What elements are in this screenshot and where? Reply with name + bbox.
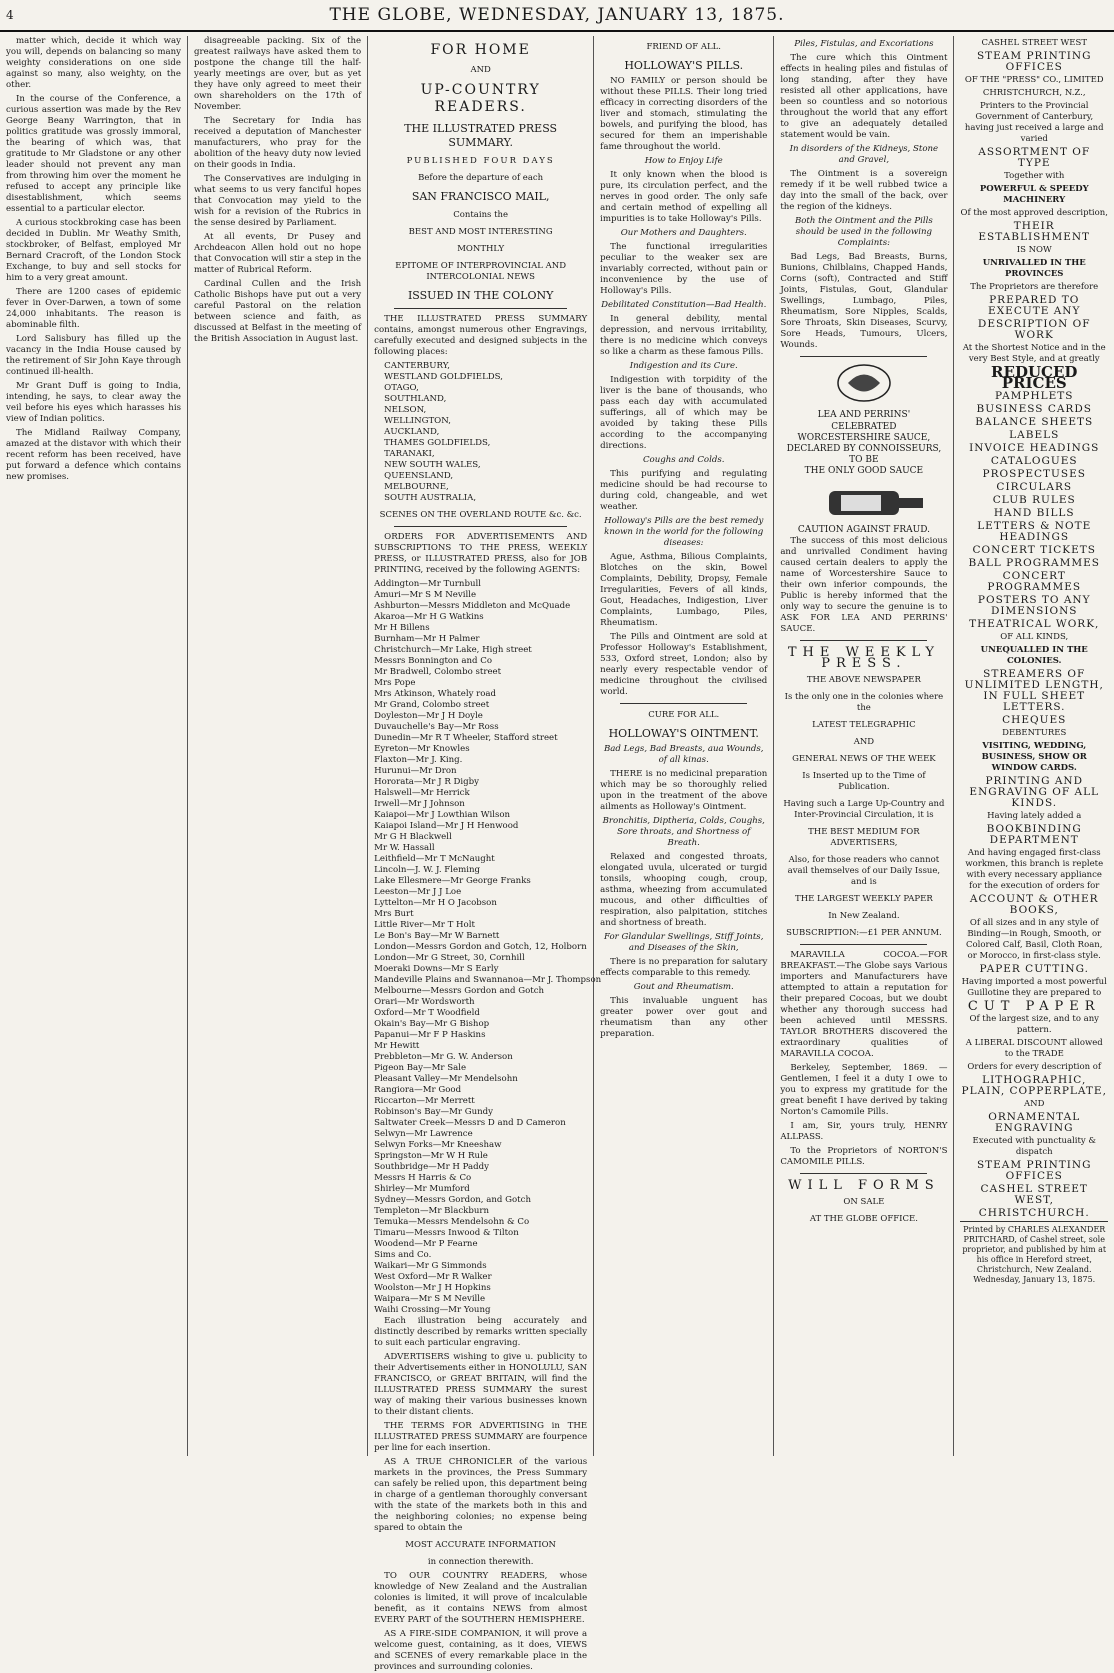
cashel-west: CASHEL STREET WEST, xyxy=(980,1183,1088,1206)
col2-india: The Secretary for India has received a deputation of Manchester manufacturers, who pray for the abolition of the heavy duty now levied on their goods in India. xyxy=(194,116,362,170)
paper-cutting: PAPER CUTTING. xyxy=(979,963,1089,975)
place-item: AUCKLAND, xyxy=(384,427,440,437)
epitome: EPITOME OF INTERPROVINCIAL AND INTERCOLONIAL NEWS xyxy=(395,261,567,282)
piles: The cure which this Ointment effects in healing piles and fistulas of long standing, after they have resisted all other applications, have been so countless and so notorious throughout the world that any effort to give an adequately detailed statement would be vain. xyxy=(780,53,948,140)
advertisers: ADVERTISERS wishing to give u. publicity to their Advertisements either in HONOLULU, SAN FRANCISCO, or GREAT BRITAIN, will find the ILLUSTRATED PRESS SUMMARY the surest way of making their various businesses known to their distant clients. xyxy=(374,1352,588,1417)
agent-item: Shirley—Mr Mumford xyxy=(374,1184,470,1194)
agent-item: Hororata—Mr J R Digby xyxy=(374,777,480,787)
account: ACCOUNT & OTHER BOOKS, xyxy=(969,893,1099,916)
col1-opening: matter which, decide it which way you will, depends on balancing so many weighty considerations on one side against so many, also weighty, on the other. xyxy=(6,36,181,90)
powerful: POWERFUL & SPEEDY MACHINERY xyxy=(979,184,1089,205)
orders-for: Orders for every description of xyxy=(967,1062,1102,1072)
at-globe: AT THE GLOBE OFFICE. xyxy=(809,1214,918,1224)
gout: This invaluable unguent has greater power over gout and rheumatism than any other preparation. xyxy=(600,996,768,1039)
lp-declared: DECLARED BY CONNOISSEURS, xyxy=(786,444,942,454)
proprietors: The Proprietors are therefore xyxy=(970,282,1099,292)
h-bronch: Bronchitis, Diptheria, Colds, Coughs, Sore throats, and Shortness of Breath. xyxy=(602,816,765,848)
bookbinding: BOOKBINDING DEPARTMENT xyxy=(986,823,1082,846)
column-5 xyxy=(954,36,1114,1456)
place-item: TARANAKI, xyxy=(384,449,435,459)
place-item: QUEENSLAND, xyxy=(384,471,454,481)
best-medium: THE BEST MEDIUM FOR ADVERTISERS, xyxy=(808,827,920,848)
h-known: Holloway's Pills are the best remedy known in the world for the following diseases: xyxy=(604,516,764,548)
place-item: SOUTHLAND, xyxy=(384,394,447,404)
columns xyxy=(0,36,1114,1672)
col2-opening: disagreeable packing. Six of the greatest railways have asked them to postpone the change till the half-yearly meetings are over, but as yet they have only agreed to meet their own shareholders on the 17th of November. xyxy=(194,36,362,112)
ointment-title: HOLLOWAY'S OINTMENT. xyxy=(608,727,759,740)
place-item: NELSON, xyxy=(384,405,427,415)
divider xyxy=(394,308,567,309)
agent-item: Eyreton—Mr Knowles xyxy=(374,744,470,754)
place-item: CANTERBURY, xyxy=(384,361,450,371)
print-item: CONCERT TICKETS xyxy=(972,544,1096,556)
of-the: OF THE "PRESS" CO., LIMITED xyxy=(964,75,1104,85)
upcountry-heading: UP-COUNTRY READERS. xyxy=(420,82,541,115)
agent-item: Mr Grand, Colombo street xyxy=(374,700,490,710)
enjoy: It only known when the blood is pure, its circulation perfect, and the nerves in good order. The only safe and certain method of expelling all impurities is to take Holloway's Pills. xyxy=(600,170,768,224)
agent-item: Ashburton—Messrs Middleton and McQuade xyxy=(374,601,571,611)
ips-title: THE ILLUSTRATED PRESS SUMMARY. xyxy=(404,122,558,149)
and: AND xyxy=(853,737,875,747)
print-item: POSTERS TO ANY DIMENSIONS xyxy=(977,594,1091,617)
signed: I am, Sir, yours truly, HENRY ALLPASS. xyxy=(780,1121,948,1142)
prepared: PREPARED TO EXECUTE ANY xyxy=(988,294,1081,317)
christchurch: CHRISTCHURCH. xyxy=(978,1207,1090,1219)
to-props: To the Proprietors of NORTON'S CAMOMILE PILLS. xyxy=(780,1146,948,1167)
home-heading: FOR HOME xyxy=(430,42,531,58)
print-item: PROSPECTUSES xyxy=(982,468,1086,480)
col1-salisbury: Lord Salisbury has filled up the vacancy in the India House caused by the retirement of Sir John Kaye through continued ill-health. xyxy=(6,334,181,377)
agent-item: Kaiapoi Island—Mr J H Henwood xyxy=(374,821,519,831)
of-all-kinds: OF ALL KINDS, xyxy=(1000,632,1069,642)
scenes: SCENES ON THE OVERLAND ROUTE &c. &c. xyxy=(379,510,582,520)
column-4 xyxy=(594,36,774,1456)
h-kidney: In disorders of the Kidneys, Stone and Gravel, xyxy=(789,144,939,165)
lp-title: LEA AND PERRINS' xyxy=(817,410,911,420)
h-debil: Debilitated Constitution—Bad Health. xyxy=(601,300,767,310)
agent-item: Southbridge—Mr H Paddy xyxy=(374,1162,490,1172)
agent-item: Dunedin—Mr R T Wheeler, Stafford street xyxy=(374,733,558,743)
debentures: DEBENTURES xyxy=(1002,728,1067,738)
place-item: WESTLAND GOLDFIELDS, xyxy=(384,372,503,382)
divider xyxy=(800,944,927,945)
col2-conservatives: The Conservatives are indulging in what seems to us very fanciful hopes that Convocation may yield to the wish for a revision of the Rubrics in the sense desired by Parliament. xyxy=(194,174,362,228)
agent-item: Messrs H Harris & Co xyxy=(374,1173,472,1183)
agent-item: Timaru—Messrs Inwood & Tilton xyxy=(374,1228,519,1238)
chronicler: AS A TRUE CHRONICLER of the various markets in the provinces, the Press Summary can safely be relied upon, this department being in charge of a gentleman thoroughly conversant with the state of the markets both in this and the neighboring colonies; no expense being spared to obtain the xyxy=(374,1457,588,1533)
print-item: BALL PROGRAMMES xyxy=(968,557,1100,569)
agent-item: London—Messrs Gordon and Gotch, 12, Holborn xyxy=(374,942,587,952)
shortest: At the Shortest Notice and in the very Best Style, and at greatly xyxy=(962,343,1106,364)
h-piles: Piles, Fistulas, and Excoriations xyxy=(794,39,934,49)
agent-item: Sydney—Messrs Gordon, and Gotch xyxy=(374,1195,531,1205)
agent-item: London—Mr G Street, 30, Cornhill xyxy=(374,953,525,963)
largest: THE LARGEST WEEKLY PAPER xyxy=(795,894,933,904)
place-item: NEW SOUTH WALES, xyxy=(384,460,481,470)
agent-item: Addington—Mr Turnbull xyxy=(374,579,481,589)
agent-item: Pleasant Valley—Mr Mendelsohn xyxy=(374,1074,518,1084)
liberal: A LIBERAL DISCOUNT allowed to the TRADE xyxy=(965,1038,1103,1059)
issued: ISSUED IN THE COLONY xyxy=(407,289,554,302)
divider xyxy=(800,640,927,641)
h-mothers: Our Mothers and Daughters. xyxy=(620,228,747,238)
before: Before the departure of each xyxy=(418,173,544,183)
home-and: AND xyxy=(470,65,491,75)
print-item: BALANCE SHEETS xyxy=(975,416,1094,428)
agent-item: Moeraki Downs—Mr S Early xyxy=(374,964,499,974)
masthead-title: THE GLOBE, WEDNESDAY, JANUARY 13, 1875. xyxy=(329,5,785,25)
pills-title: HOLLOWAY'S PILLS. xyxy=(624,59,744,72)
col2-pusey: At all events, Dr Pusey and Archdeacon Allen hold out no hope that Convocation will stir a step in the matter of Rubrical Reform. xyxy=(194,232,362,275)
monthly: MONTHLY xyxy=(457,244,505,254)
lp-caution: CAUTION AGAINST FRAUD. xyxy=(797,525,930,535)
page-number: 4 xyxy=(6,8,15,22)
divider xyxy=(800,1173,927,1174)
ips-intro: THE ILLUSTRATED PRESS SUMMARY contains, amongst numerous other Engravings, carefully executed and designed subjects in the following places: xyxy=(374,314,588,357)
unequalled: UNEQUALLED IN THE COLONIES. xyxy=(980,645,1088,666)
agent-item: Riccarton—Mr Merrett xyxy=(374,1096,475,1106)
kidney: The Ointment is a sovereign remedy if it be well rubbed twice a day into the small of the back, over the region of the kidneys. xyxy=(780,169,948,212)
cashel: CASHEL STREET WEST xyxy=(981,38,1087,48)
column-1 xyxy=(0,36,188,1456)
above: THE ABOVE NEWSPAPER xyxy=(806,675,921,685)
agent-item: Waipara—Mr S M Neville xyxy=(374,1294,486,1304)
circulation: Having such a Large Up-Country and Inter-Provincial Circulation, it is xyxy=(783,799,945,820)
agent-item: Burnham—Mr H Palmer xyxy=(374,634,480,644)
most-approved: Of the most approved description, xyxy=(960,208,1108,218)
coughs: This purifying and regulating medicine should be had recourse to during cold, changeable, and wet weather. xyxy=(600,469,768,512)
agent-item: Mrs Burt xyxy=(374,909,414,919)
agent-item: Duvauchelle's Bay—Mr Ross xyxy=(374,722,499,732)
print-items xyxy=(960,391,1108,617)
agent-item: Temuka—Messrs Mendelsohn & Co xyxy=(374,1217,530,1227)
agents-list xyxy=(374,579,602,1316)
bronch: Relaxed and congested throats, elongated uvula, ulcerated or turgid tonsils, whooping cough, croup, asthma, wheezing from accumulated mucous, and other difficulties of respiration, also palpitation, stitches and shortness of breath. xyxy=(600,852,768,928)
col1-fever: There are 1200 cases of epidemic fever in Over-Darwen, a town of some 24,000 inhabitants. The reason is abominable filth. xyxy=(6,287,181,330)
agent-item: Mrs Atkinson, Whately road xyxy=(374,689,497,699)
lp-only: THE ONLY GOOD SAUCE xyxy=(804,466,924,476)
agent-item: Lincoln—J. W. J. Fleming xyxy=(374,865,481,875)
place-item: THAMES GOLDFIELDS, xyxy=(384,438,491,448)
print-item: LETTERS & NOTE HEADINGS xyxy=(977,520,1092,543)
agent-item: Akaroa—Mr H G Watkins xyxy=(374,612,484,622)
print-item: PAMPHLETS xyxy=(994,390,1074,402)
col1-midland: The Midland Railway Company, amazed at the distavor with which their recent reform has been received, have put forward a defence which contains new promises. xyxy=(6,428,181,482)
agent-item: Amuri—Mr S M Neville xyxy=(374,590,477,600)
nz: In New Zealand. xyxy=(828,911,900,921)
agent-item: Waikari—Mr G Simmonds xyxy=(374,1261,487,1271)
agent-item: Waihi Crossing—Mr Young xyxy=(374,1305,491,1315)
guillotine: Having imported a most powerful Guillotine they are prepared to xyxy=(961,977,1107,998)
column-2 xyxy=(188,36,368,1456)
agent-item: Flaxton—Mr J. King. xyxy=(374,755,463,765)
h-gland: For Glandular Swellings, Stiff Joints, and Diseases of the Skin, xyxy=(604,932,764,953)
most-accurate: MOST ACCURATE INFORMATION xyxy=(405,1540,556,1550)
subscription: SUBSCRIPTION:—£1 PER ANNUM. xyxy=(786,928,942,938)
h-enjoy: How to Enjoy Life xyxy=(644,156,723,166)
col1-conference: In the course of the Conference, a curious assertion was made by the Rev George Beany Warrington, that in politics gratitude was grossly immoral, the bearing of which was, that gratitude to Mr Gladstone or any other leader should not prevent any man from throwing him over the moment he refused to accept any principle like disestablishment, which seems essential to a particular elector. xyxy=(6,94,181,214)
assortment: ASSORTMENT OF TYPE xyxy=(978,146,1091,169)
agent-item: Mr W. Hassall xyxy=(374,843,435,853)
is-now: IS NOW xyxy=(1016,245,1052,255)
col2-cullen: Cardinal Cullen and the Irish Catholic Bishops have put out a very careful Pastoral on the relation between science and faith, as discussed at Belfast in the meeting of the British Association in August last. xyxy=(194,279,362,344)
engaged: And having engaged first-class workmen, this branch is replete with every necessary appliance for the execution of orders for xyxy=(965,848,1104,891)
lp-text: The success of this most delicious and unrivalled Condiment having caused certain dealers to apply the name of Worcestershire Sauce to their own inferior compounds, the Public is hereby informed that the only way to secure the genuine is to ASK FOR LEA AND PERRINS' SAUCE. xyxy=(780,536,948,634)
gland: There is no preparation for salutary effects comparable to this remedy. xyxy=(600,957,768,978)
general: GENERAL NEWS OF THE WEEK xyxy=(792,754,936,764)
litho: LITHOGRAPHIC, PLAIN, COPPERPLATE, xyxy=(961,1074,1107,1097)
place-item: OTAGO, xyxy=(384,383,419,393)
agent-item: Halswell—Mr Herrick xyxy=(374,788,470,798)
agent-item: Leeston—Mr J J Loe xyxy=(374,887,462,897)
mail: SAN FRANCISCO MAIL, xyxy=(411,190,550,203)
print-item: INVOICE HEADINGS xyxy=(969,442,1100,454)
agent-item: Mrs Pope xyxy=(374,678,416,688)
agent-item: Pigeon Bay—Mr Sale xyxy=(374,1063,467,1073)
agent-item: Doyleston—Mr J H Doyle xyxy=(374,711,483,721)
agent-item: Melbourne—Messrs Gordon and Gotch xyxy=(374,986,545,996)
agent-item: Mr G H Blackwell xyxy=(374,832,452,842)
theatrical: THEATRICAL WORK, xyxy=(969,618,1100,630)
agent-item: Selwyn—Mr Lawrence xyxy=(374,1129,473,1139)
contains: Contains the xyxy=(453,210,509,220)
print-item: CATALOGUES xyxy=(990,455,1078,467)
establishment: THEIR ESTABLISHMENT xyxy=(978,220,1091,243)
col1-grant-duff: Mr Grant Duff is going to India, intending, he says, to clear away the veil before his eyes which harasses his view of Indian politics. xyxy=(6,381,181,424)
orders: ORDERS FOR ADVERTISEMENTS AND SUBSCRIPTIONS TO THE PRESS, WEEKLY PRESS, or ILLUSTRATED PRESS, also for JOB PRINTING, received by the following AGENTS: xyxy=(374,532,588,575)
agent-item: Kaiapoi—Mr J Lowthian Wilson xyxy=(374,810,511,820)
will-forms: WILL FORMS xyxy=(788,1178,940,1193)
streamers: STREAMERS OF UNLIMITED LENGTH, IN FULL SHEET LETTERS. xyxy=(964,668,1104,713)
place-item: MELBOURNE, xyxy=(384,482,449,492)
agent-item: Woolston—Mr J H Hopkins xyxy=(374,1283,491,1293)
column-4b xyxy=(774,36,954,1456)
agent-item: Selwyn Forks—Mr Kneeshaw xyxy=(374,1140,502,1150)
sauce-bottle-icon xyxy=(789,481,939,521)
christchurch-nz: CHRISTCHURCH, N.Z., xyxy=(982,88,1086,98)
lp-sauce: WORCESTERSHIRE SAUCE, xyxy=(797,433,931,443)
divider xyxy=(800,356,927,357)
h-indig: Indigestion and its Cure. xyxy=(629,361,738,371)
agent-item: Orari—Mr Wordsworth xyxy=(374,997,475,1007)
place-item: SOUTH AUSTRALIA, xyxy=(384,493,477,503)
agent-item: Lake Ellesmere—Mr George Franks xyxy=(374,876,531,886)
debil: In general debility, mental depression, and nervous irritability, there is no medicine which conveys so like a charm as these famous Pills. xyxy=(600,314,768,357)
col1-stockbroking: A curious stockbroking case has been decided in Dublin. Mr Weathy Smith, stockbroker, of Belfast, employed Mr Bernard Cracroft, of the London Stock Exchange, to buy and sell stocks for him to a very great amount. xyxy=(6,218,181,283)
reduced: REDUCED PRICES xyxy=(991,363,1078,392)
print-item: CIRCULARS xyxy=(996,481,1073,493)
sold: The Pills and Ointment are sold at Professor Holloway's Establishment, 533, Oxford street, London; also by nearly every respectable vendor of medicine throughout the civilised world. xyxy=(600,632,768,697)
agent-item: Hurunui—Mr Dron xyxy=(374,766,457,776)
steam: STEAM PRINTING OFFICES xyxy=(976,50,1092,73)
crest-icon xyxy=(834,362,894,404)
print-item: LABELS xyxy=(1009,429,1060,441)
agent-item: Woodend—Mr P Fearne xyxy=(374,1239,478,1249)
agent-item: Mandeville Plains and Swannanoa—Mr J. Thompson xyxy=(374,975,602,985)
connection: in connection therewith. xyxy=(427,1557,534,1567)
also: Also, for those readers who cannot avail themselves of our Daily Issue, and is xyxy=(787,855,941,887)
agent-item: Okain's Bay—Mr G Bishop xyxy=(374,1019,490,1029)
cut-paper: CUT PAPER xyxy=(967,999,1101,1014)
lp-celebrated: CELEBRATED xyxy=(831,422,897,432)
agent-item: Mr Hewitt xyxy=(374,1041,420,1051)
having: Having lately added a xyxy=(987,811,1082,821)
masthead xyxy=(0,0,1114,32)
and: AND xyxy=(1024,1099,1045,1109)
column-3 xyxy=(368,36,602,1672)
agent-item: Leithfield—Mr T McNaught xyxy=(374,854,495,864)
on-sale: ON SALE xyxy=(843,1197,885,1207)
cure-heading: CURE FOR ALL. xyxy=(648,710,720,720)
h-both: Both the Ointment and the Pills should be used in the following Complaints: xyxy=(794,216,933,248)
together: Together with xyxy=(1004,171,1065,181)
agent-item: Oxford—Mr T Woodfield xyxy=(374,1008,480,1018)
divider xyxy=(620,703,747,704)
place-item: WELLINGTON, xyxy=(384,416,451,426)
agent-item: Rangiora—Mr Good xyxy=(374,1085,462,1095)
ornamental: ORNAMENTAL ENGRAVING xyxy=(988,1111,1081,1134)
printers: Printers to the Provincial Government of Canterbury, having just received a large and varied xyxy=(964,101,1104,144)
inserted: Is Inserted up to the Time of Publication. xyxy=(802,771,926,792)
agent-item: Messrs Bonnington and Co xyxy=(374,656,492,666)
both: Bad Legs, Bad Breasts, Burns, Bunions, Chilblains, Chapped Hands, Corns (soft), Contracted and Stiff Joints, Fistulas, Gout, Glandular Swellings, Lumbago, Piles, Rheumatism, Sore Nipples, Scalds, Sore Throats, Skin Diseases, Scurvy, Sore Heads, Tumours, Ulcers, Wounds. xyxy=(780,252,948,350)
print-item: CONCERT PROGRAMMES xyxy=(987,570,1082,593)
agent-item: Robinson's Bay—Mr Gundy xyxy=(374,1107,494,1117)
agent-item: Lyttelton—Mr H O Jacobson xyxy=(374,898,497,908)
h-coughs: Coughs and Colds. xyxy=(642,455,725,465)
ointment-sub: Bad Legs, Bad Breasts, aua Wounds, of all kinas. xyxy=(603,744,764,765)
agent-item: Mr Bradwell, Colombo street xyxy=(374,667,502,677)
agent-item: Irwell—Mr J Johnson xyxy=(374,799,465,809)
divider xyxy=(394,526,567,527)
agent-item: Mr H Billens xyxy=(374,623,430,633)
latest: LATEST TELEGRAPHIC xyxy=(812,720,916,730)
berkeley: Berkeley, September, 1869. — Gentlemen, I feel it a duty I owe to you to express my gratitude for the great benefit I have derived by taking Norton's Camomile Pills. xyxy=(780,1063,948,1117)
ointment: THERE is no medicinal preparation which may be so thoroughly relied upon in the treatment of the above ailments as Holloway's Ointment. xyxy=(600,769,768,812)
lp-tobe: TO BE xyxy=(849,455,879,465)
steam-offices: STEAM PRINTING OFFICES xyxy=(976,1159,1092,1182)
sizes: Of all sizes and in any style of Binding—in Rough, Smooth, or Colored Calf, Basil, Cloth Roan, or Morocco, in first-class style. xyxy=(966,918,1103,961)
agent-item: Sims and Co. xyxy=(374,1250,432,1260)
print-item: BUSINESS CARDS xyxy=(976,403,1092,415)
fireside: AS A FIRE-SIDE COMPANION, it will prove a welcome guest, containing, as it does, VIEWS and SCENES of every remarkable place in the provinces and surrounding colonies. xyxy=(374,1629,588,1672)
published: PUBLISHED FOUR DAYS xyxy=(406,156,555,166)
executed: Executed with punctuality & dispatch xyxy=(972,1136,1096,1157)
agent-item: Christchurch—Mr Lake, High street xyxy=(374,645,532,655)
h-gout: Gout and Rheumatism. xyxy=(633,982,734,992)
weekly-title: THE WEEKLY PRESS. xyxy=(787,645,940,671)
agent-item: West Oxford—Mr R Walker xyxy=(374,1272,492,1282)
pills-intro: NO FAMILY or person should be without these PILLS. Their long tried efficacy in correcting disorders of the liver and stomach, stimulating the bowels, and purifying the blood, has secured for them an imperishable fame throughout the world. xyxy=(600,76,768,152)
only-one: Is the only one in the colonies where the xyxy=(784,692,944,713)
imprint: Printed by CHARLES ALEXANDER PRITCHARD, of Cashel street, sole proprietor, and published by him at his office in Hereford street, Christchurch, New Zealand. Wednesday, January 13, 1875. xyxy=(960,1221,1108,1285)
agent-item: Templeton—Mr Blackburn xyxy=(374,1206,490,1216)
print-item: HAND BILLS xyxy=(993,507,1075,519)
agent-item: Saltwater Creek—Messrs D and D Cameron xyxy=(374,1118,566,1128)
indig: Indigestion with torpidity of the liver is the bane of thousands, who pass each day with accumulated sufferings, all of which may be avoided by taking these Pills according to the accompanying directions. xyxy=(600,375,768,451)
visiting: VISITING, WEDDING, BUSINESS, SHOW OR WINDOW CARDS. xyxy=(981,741,1087,773)
agent-item: Papanui—Mr F P Haskins xyxy=(374,1030,486,1040)
places-list xyxy=(374,361,587,504)
agent-item: Springston—Mr W H Rule xyxy=(374,1151,488,1161)
mothers: The functional irregularities peculiar to the weaker sex are invariably corrected, without pain or inconvenience by the use of Holloway's Pills. xyxy=(600,242,768,296)
description: DESCRIPTION OF WORK xyxy=(977,318,1091,341)
country: TO OUR COUNTRY READERS, whose knowledge of New Zealand and the Australian colonies is limited, it will prove of incalculable benefit, as it contains NEWS from almost EVERY PART of the SOUTHERN HEMISPHERE. xyxy=(374,1571,588,1625)
unrivalled: UNRIVALLED IN THE PROVINCES xyxy=(982,258,1086,279)
largest-size: Of the largest size, and to any pattern. xyxy=(969,1014,1099,1035)
known: Ague, Asthma, Bilious Complaints, Blotches on the skin, Bowel Complaints, Debility, Dropsy, Female Irregularities, Fevers of all kinds, Gout, Headaches, Indigestion, Liver Complaints, Lumbago, Piles, Rheumatism. xyxy=(600,552,768,628)
cocoa: MARAVILLA COCOA.—FOR BREAKFAST.—The Globe says Various importers and Manufacturers have attempted to attain a reputation for their prepared Cocoas, but we doubt whether any thorough success had been achieved until MESSRS. TAYLOR BROTHERS discovered the extraordinary qualities of MARAVILLA COCOA. xyxy=(780,950,948,1059)
terms: THE TERMS FOR ADVERTISING in THE ILLUSTRATED PRESS SUMMARY are fourpence per line for each insertion. xyxy=(374,1421,588,1453)
cheques: CHEQUES xyxy=(1002,714,1067,726)
illus: Each illustration being accurately and distinctly described by remarks written specially to suit each particular engraving. xyxy=(374,1316,588,1348)
engraving: PRINTING AND ENGRAVING OF ALL KINDS. xyxy=(969,775,1100,809)
print-item: CLUB RULES xyxy=(992,494,1076,506)
agent-item: Prebbleton—Mr G. W. Anderson xyxy=(374,1052,513,1062)
agent-item: Le Bon's Bay—Mr W Barnett xyxy=(374,931,500,941)
friend-heading: FRIEND OF ALL. xyxy=(646,42,721,52)
agent-item: Little River—Mr T Holt xyxy=(374,920,475,930)
best: BEST AND MOST INTERESTING xyxy=(408,227,553,237)
